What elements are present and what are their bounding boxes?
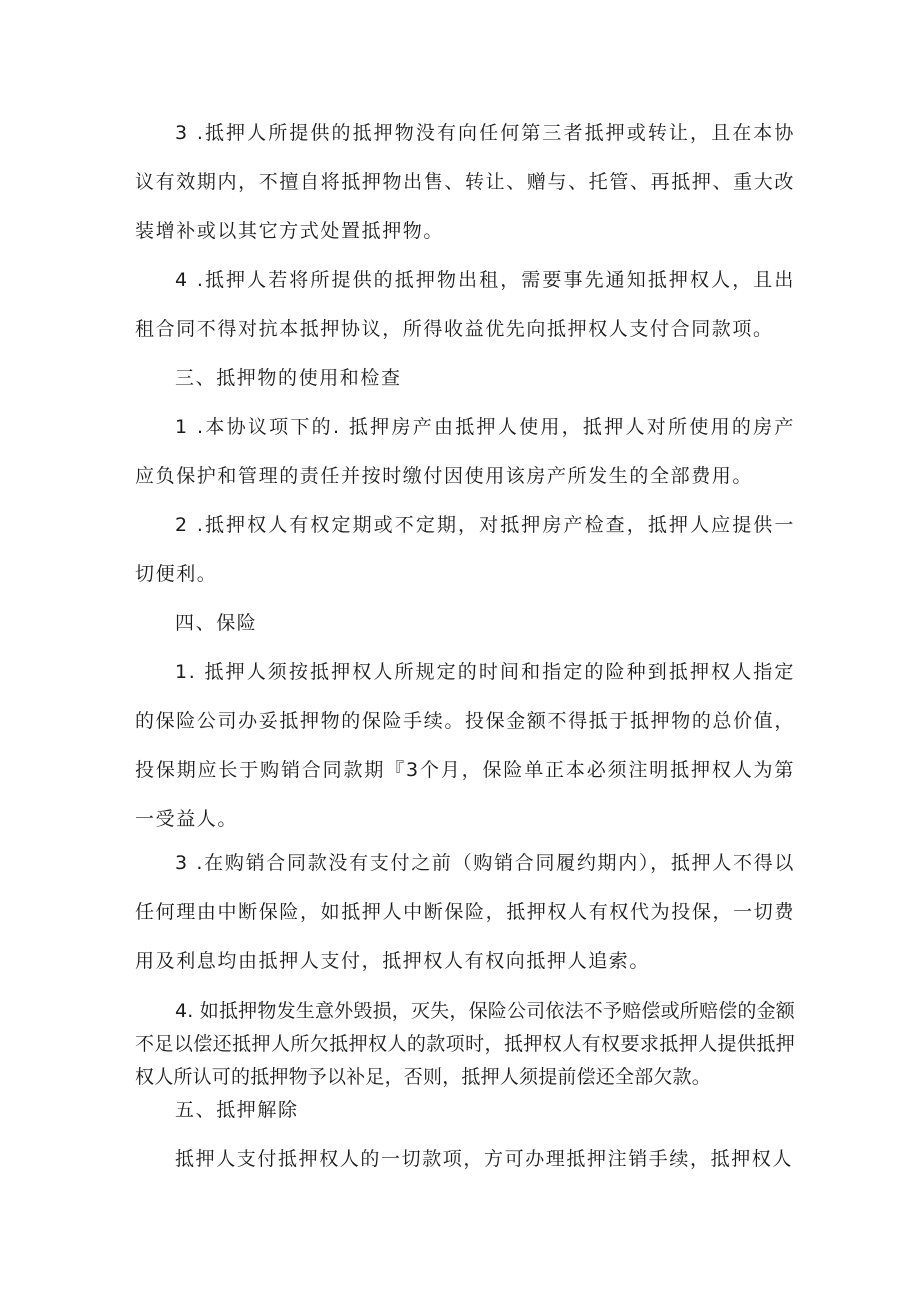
paragraph-release: 抵押人支付抵押权人的一切款项，方可办理抵押注销手续，抵押权人 — [175, 1148, 794, 1170]
paragraph-1-usage: 1 .本协议项下的. 抵押房产由抵押人使用，抵押人对所使用的房产应负保护和管理的责任并按时缴付因使用该房产所发生的全部费用。 — [135, 416, 795, 487]
paragraph-4-lease-notice: 4 .抵押人若将所提供的抵押物出租，需要事先通知抵押权人，且出租合同不得对抗本抵押协议，所得收益优先向抵押权人支付合同款项。 — [135, 269, 795, 340]
paragraph-3-insurance-continuity: 3 .在购销合同款没有支付之前（购销合同履约期内），抵押人不得以任何理由中断保险，如抵押人中断保险，抵押权人有权代为投保，一切费用及利息均由抵押人支付，抵押权人有权向抵押人追索。 — [135, 852, 795, 972]
paragraph-4-loss-compensation: 4. 如抵押物发生意外毁损，灭失，保险公司依法不予赔偿或所赔偿的金额不足以偿还抵押人所欠抵押权人的款项时，抵押权人有权要求抵押人提供抵押权人所认可的抵押物予以补足，否则，抵押人须提前偿还全部欠款。 — [135, 1000, 795, 1088]
section-heading-insurance: 四、保险 — [175, 612, 258, 634]
paragraph-3-mortgage-restriction: 3 .抵押人所提供的抵押物没有向任何第三者抵押或转让，且在本协议有效期内，不擅自将抵押物出售、转让、赠与、托管、再抵押、重大改装增补或以其它方式处置抵押物。 — [135, 122, 795, 242]
section-heading-usage-inspection: 三、抵押物的使用和检查 — [175, 367, 402, 389]
section-heading-mortgage-release: 五、抵押解除 — [175, 1099, 299, 1121]
paragraph-2-inspection: 2 .抵押权人有权定期或不定期，对抵押房产检查，抵押人应提供一切便利。 — [135, 514, 795, 585]
paragraph-1-insurance: 1. 抵押人须按抵押权人所规定的时间和指定的险种到抵押权人指定的保险公司办妥抵押物的保险手续。投保金额不得抵于抵押物的总价值，投保期应长于购销合同款期『3个月，保险单正本必须注明抵押权人为第一受益人。 — [135, 661, 795, 830]
